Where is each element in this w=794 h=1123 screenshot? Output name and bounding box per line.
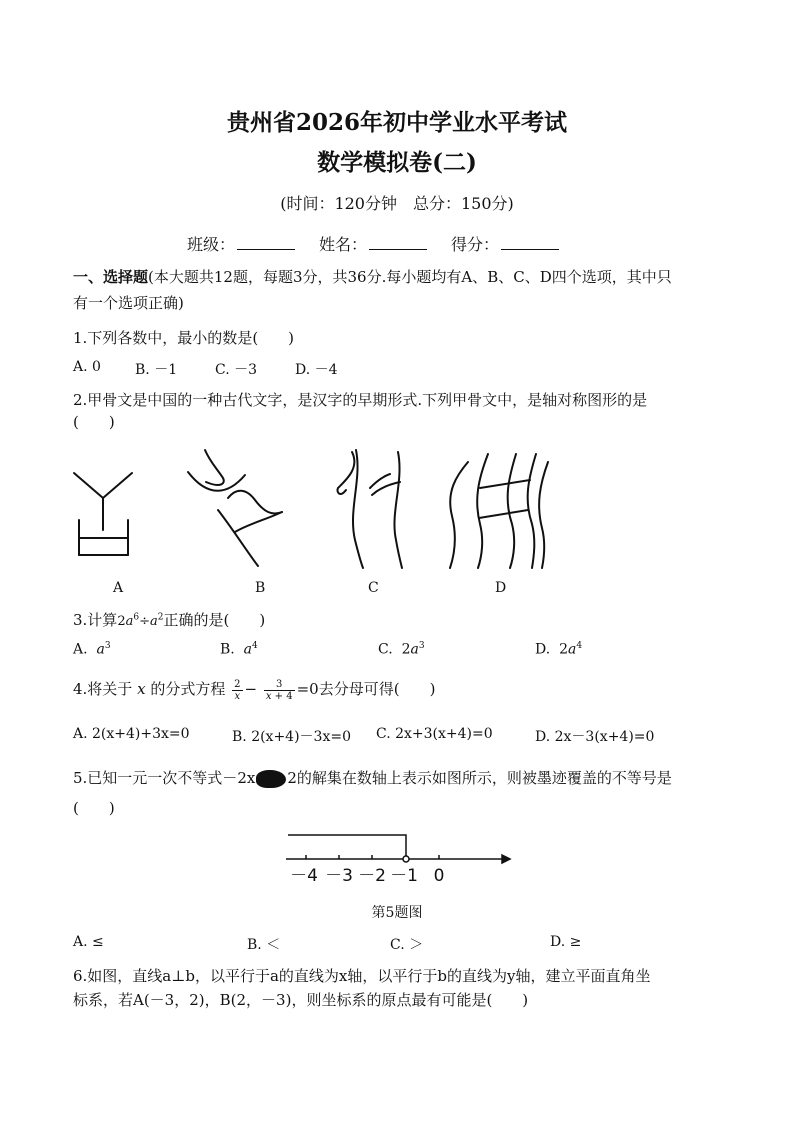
q5-option-a[interactable]: A. ≤: [73, 934, 104, 950]
q5-stem-post: 2的解集在数轴上表示如图所示，则被墨迹覆盖的不等号是: [287, 769, 672, 787]
q5-stem-1: [73, 767, 672, 788]
q3-expression: $2a^6\div a^2$: [117, 612, 164, 629]
q5-caption: 第5题图: [371, 905, 423, 921]
q5-option-d[interactable]: D. ≥: [550, 934, 582, 950]
q6-stem-1: 6.如图，直线a⊥b，以平行于a的直线为x轴，以平行于b的直线为y轴，建立平面直角坐: [73, 967, 651, 985]
q3-option-d[interactable]: D. $2a^4$: [535, 641, 583, 658]
q4-stem-mid: 的分式方程: [150, 680, 226, 698]
section1-heading: 一、选择题: [73, 268, 149, 286]
q2-stem-2: ( ): [73, 413, 115, 431]
tick-label-neg3: －3: [325, 866, 353, 886]
q1-option-c[interactable]: C. －3: [215, 362, 258, 378]
q3-stem: [73, 609, 265, 630]
q4-option-b[interactable]: B. 2(x+4)－3x=0: [232, 729, 351, 745]
time-info: (时间：120分钟 总分：150分): [280, 194, 514, 213]
number-line-figure: [280, 825, 520, 887]
glyph-b-figure[interactable]: [188, 450, 282, 566]
q4-option-d[interactable]: D. 2x－3(x+4)=0: [535, 729, 655, 745]
q1-option-b[interactable]: B. －1: [135, 362, 178, 378]
q4-stem-post: =0去分母可得( ): [296, 680, 436, 698]
q3-option-b[interactable]: B. $a^4$: [220, 641, 258, 658]
exam-subtitle: 数学模拟卷(二): [317, 149, 477, 176]
q5-stem-pre: 5.已知一元一次不等式－2x: [73, 769, 256, 787]
solution-set-bracket: [288, 835, 406, 856]
q4-option-a[interactable]: A. 2(x+4)+3x=0: [73, 726, 190, 742]
q3-option-c[interactable]: C. $2a^3$: [378, 641, 425, 658]
q2-label-d: D: [495, 580, 507, 596]
open-circle-marker: [403, 856, 409, 862]
q2-label-b: B: [255, 580, 266, 596]
name-label: 姓名：: [319, 235, 368, 254]
name-blank[interactable]: [369, 235, 427, 250]
q3-stem-pre: 3.计算: [73, 611, 118, 629]
glyph-a-figure[interactable]: [74, 473, 132, 555]
q4-fraction-1: $\frac{2}{x}$: [234, 678, 241, 702]
class-blank[interactable]: [237, 235, 295, 250]
q4-option-c[interactable]: C. 2x+3(x+4)=0: [376, 726, 493, 742]
axis-arrow-icon: [502, 855, 510, 863]
score-blank[interactable]: [501, 235, 559, 250]
oracle-bone-figures: [60, 440, 580, 575]
q1-stem: 1.下列各数中，最小的数是( ): [73, 329, 295, 347]
q4-stem: 4.将关于 x 的分式方程 $\frac{2}{x}$ − $\frac{3}{x + 4}$ =0去分母可得( ): [73, 678, 436, 702]
q2-stem-1: 2.甲骨文是中国的一种古代文字，是汉字的早期形式.下列甲骨文中，是轴对称图形的是: [73, 391, 648, 409]
tick-label-neg2: －2: [358, 866, 386, 886]
tick-label-neg1: －1: [390, 866, 418, 886]
section1-desc-1: (本大题共12题，每题3分，共36分.每小题均有A、B、C、D四个选项，其中只: [148, 268, 672, 286]
q2-label-c: C: [368, 580, 379, 596]
q3-stem-post: 正确的是( ): [163, 611, 266, 629]
section1-intro: [73, 266, 672, 287]
q5-option-b[interactable]: B. ＜: [247, 937, 281, 953]
glyph-c-figure[interactable]: [337, 450, 402, 568]
q1-option-d[interactable]: D. －4: [295, 362, 338, 378]
q2-label-a: A: [113, 580, 124, 596]
q5-option-c[interactable]: C. ＞: [390, 937, 424, 953]
q4-fraction-2: $\frac{3}{x + 4}$: [265, 678, 293, 702]
q4-stem-pre: 4.将关于: [73, 680, 133, 698]
section1-desc-2: 有一个选项正确): [73, 294, 184, 312]
student-info-fields: [187, 232, 559, 255]
q3-option-a[interactable]: A. $a^3$: [73, 641, 111, 658]
exam-title: 贵州省2026年初中学业水平考试: [226, 109, 567, 136]
tick-label-zero: 0: [433, 866, 445, 886]
glyph-d-figure[interactable]: [450, 454, 548, 568]
q6-stem-2: 标系，若A(－3，2)，B(2，－3)，则坐标系的原点最有可能是( ): [73, 991, 529, 1009]
tick-label-neg4: －4: [290, 866, 318, 886]
class-label: 班级：: [187, 235, 236, 254]
score-label: 得分：: [451, 235, 500, 254]
ink-blot: [256, 770, 286, 788]
q1-option-a[interactable]: A. 0: [73, 359, 101, 375]
q5-stem-2: ( ): [73, 799, 115, 817]
